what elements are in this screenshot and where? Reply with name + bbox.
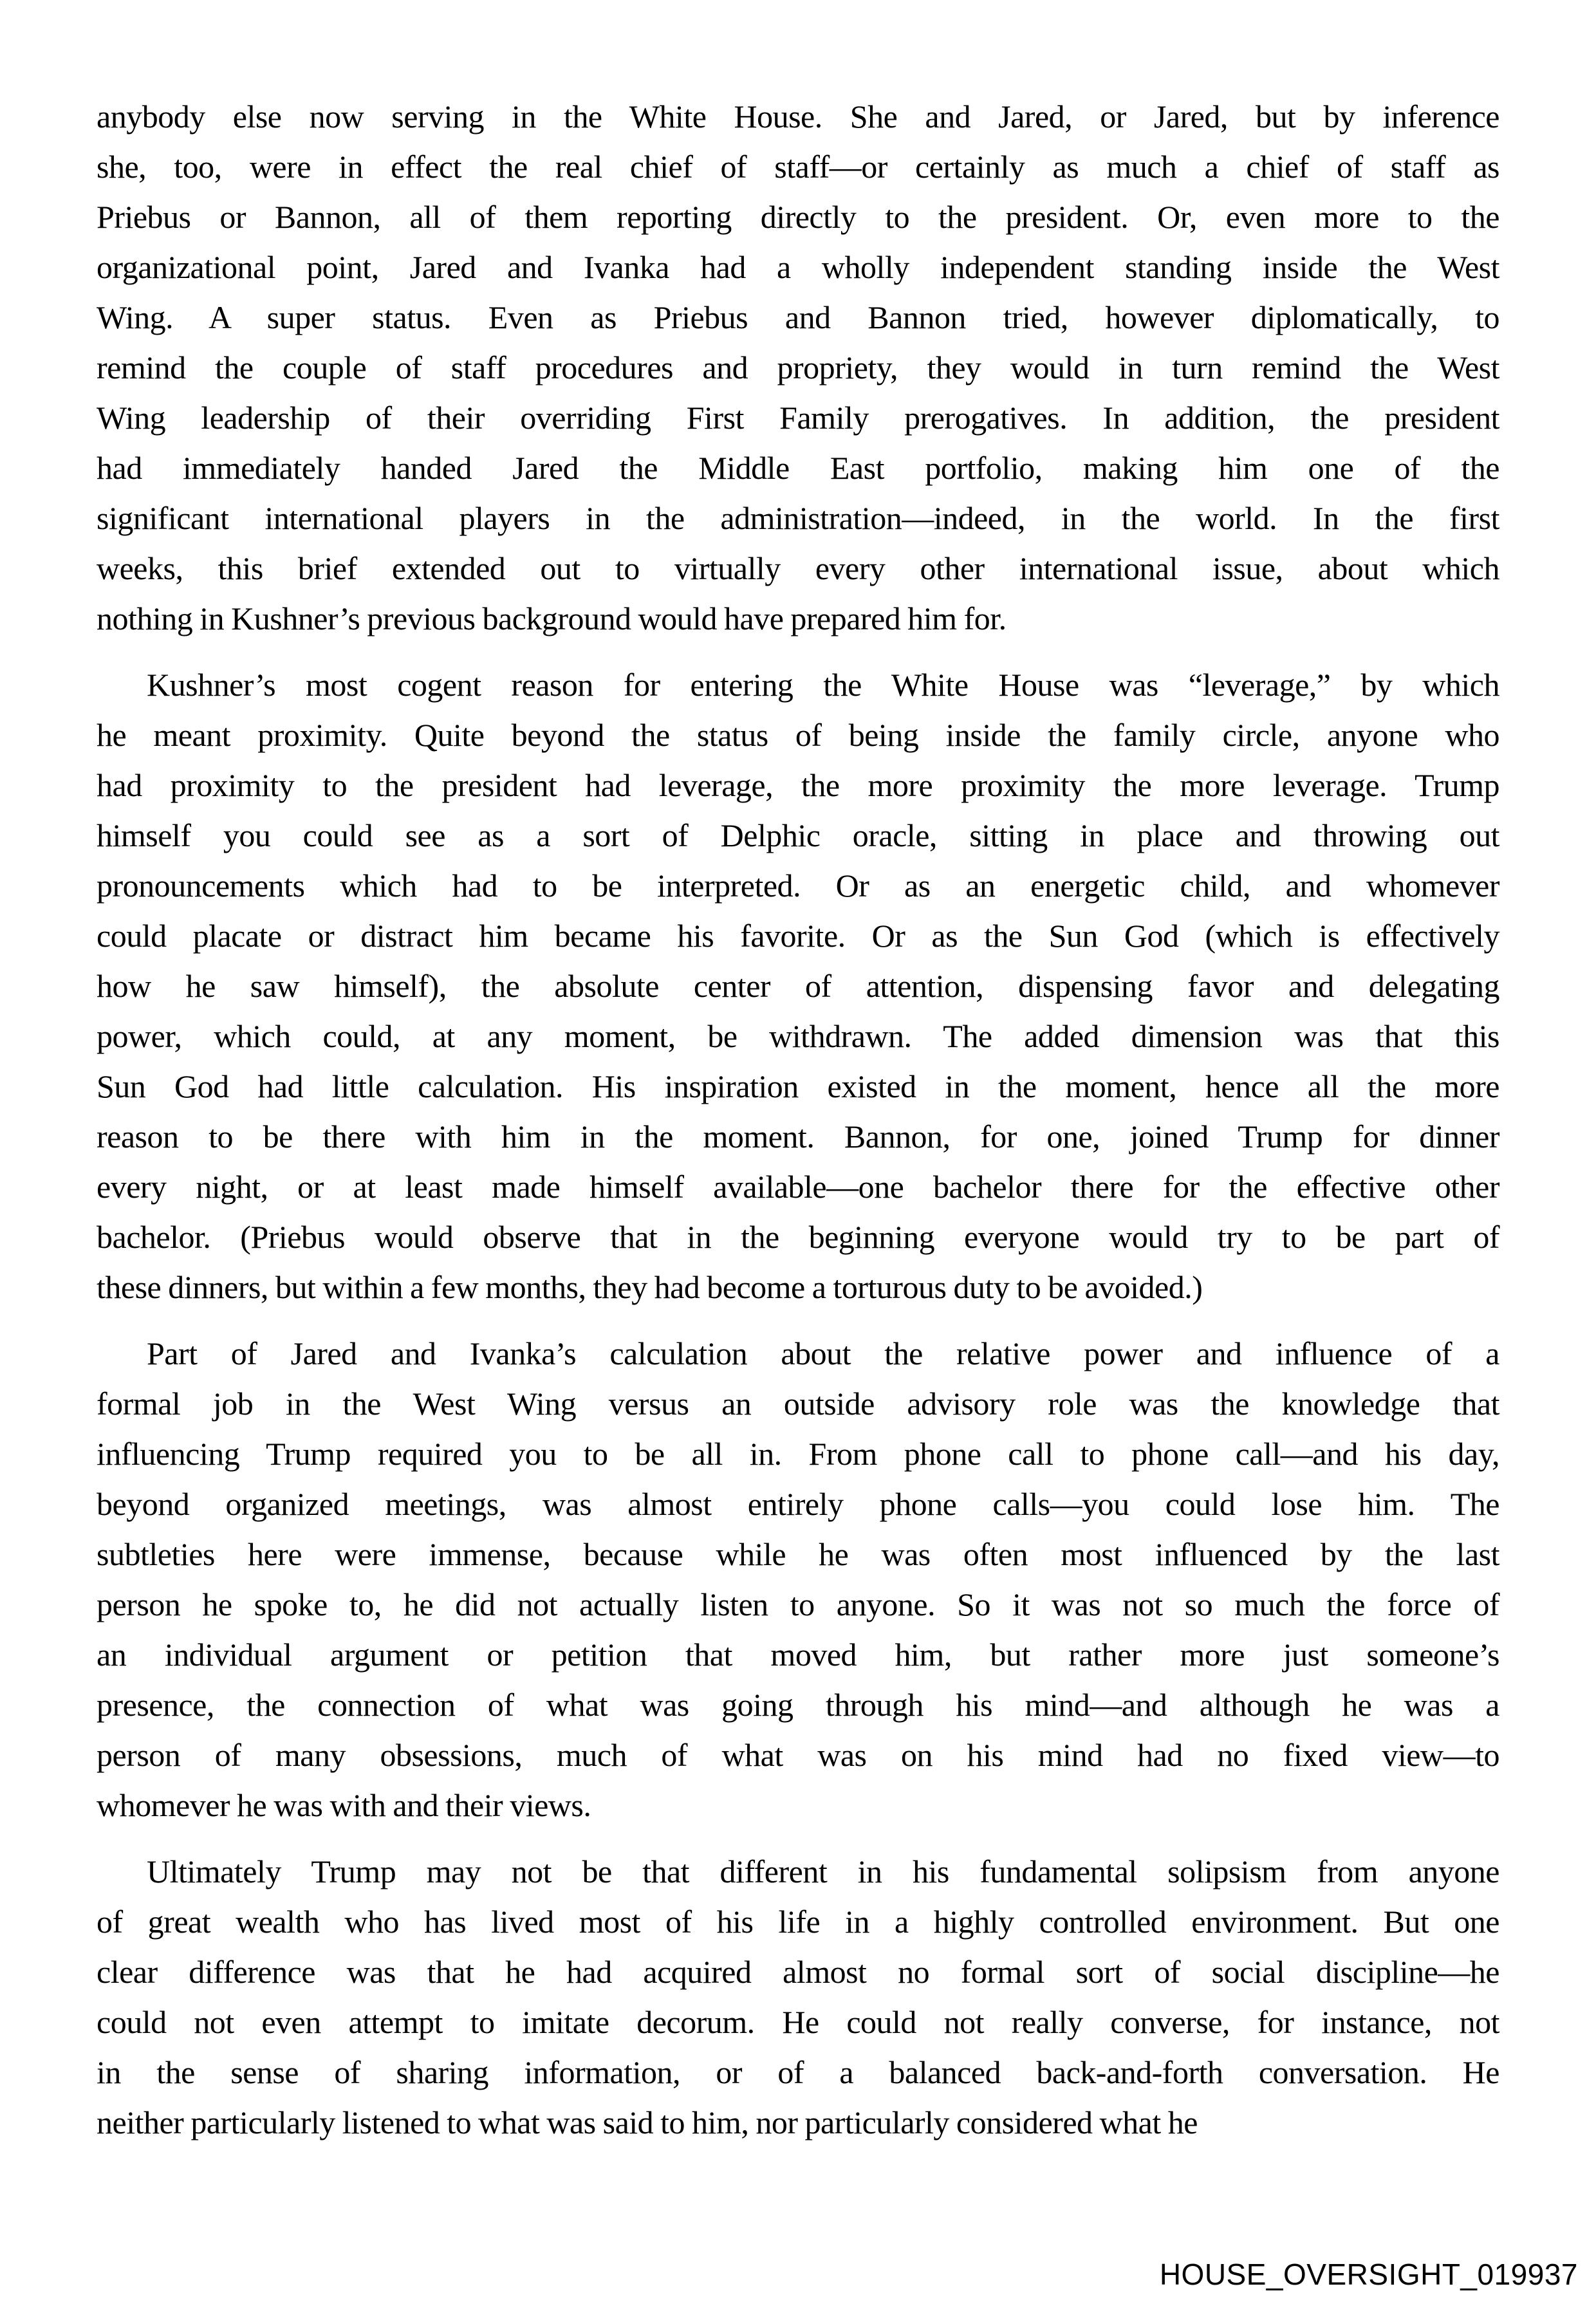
text-line: neither particularly listened to what was said to him, nor particularly considered what he (97, 2104, 1198, 2140)
paragraph (97, 91, 1499, 644)
text-line: Priebus or Bannon, all of them reporting directly to the president. Or, even more to the (97, 199, 1499, 235)
text-line: he meant proximity. Quite beyond the status of being inside the family circle, anyone who (97, 717, 1499, 753)
text-line: how he saw himself), the absolute center of attention, dispensing favor and delegating (97, 968, 1499, 1004)
text-line: reason to be there with him in the moment. Bannon, for one, joined Trump for dinner (97, 1119, 1499, 1155)
text-line: had proximity to the president had leverage, the more proximity the more leverage. Trump (97, 767, 1499, 803)
text-line: Wing leadership of their overriding First Family prerogatives. In addition, the president (97, 400, 1499, 436)
text-line: Part of Jared and Ivanka’s calculation about the relative power and influence of a (147, 1335, 1499, 1371)
text-line: Kushner’s most cogent reason for entering the White House was “leverage,” by which (147, 667, 1499, 703)
text-line: in the sense of sharing information, or of a balanced back-and-forth conversation. He (97, 2054, 1499, 2090)
text-line: organizational point, Jared and Ivanka had a wholly independent standing inside the West (97, 249, 1499, 285)
text-line: anybody else now serving in the White House. She and Jared, or Jared, but by inference (97, 98, 1499, 135)
text-line: remind the couple of staff procedures and propriety, they would in turn remind the West (97, 349, 1499, 385)
text-line: subtleties here were immense, because while he was often most influenced by the last (97, 1536, 1499, 1572)
text-line: an individual argument or petition that moved him, but rather more just someone’s (97, 1637, 1499, 1673)
text-line: could not even attempt to imitate decorum. He could not really converse, for instance, not (97, 2004, 1499, 2040)
paragraph (97, 1328, 1499, 1830)
text-line: she, too, were in effect the real chief of staff—or certainly as much a chief of staff as (97, 149, 1499, 185)
text-line: pronouncements which had to be interpreted. Or as an energetic child, and whomever (97, 868, 1499, 904)
body-text (97, 91, 1499, 2148)
text-line: could placate or distract him became his favorite. Or as the Sun God (which is effectively (97, 918, 1499, 954)
text-line: nothing in Kushner’s previous background would have prepared him for. (97, 600, 1007, 636)
bates-number: HOUSE_OVERSIGHT_019937 (1159, 2258, 1578, 2291)
text-line: formal job in the West Wing versus an outside advisory role was the knowledge that (97, 1386, 1499, 1422)
paragraph (97, 660, 1499, 1312)
text-line: these dinners, but within a few months, they had become a torturous duty to be avoided.) (97, 1269, 1203, 1305)
text-line: himself you could see as a sort of Delphic oracle, sitting in place and throwing out (97, 817, 1499, 853)
text-line: Ultimately Trump may not be that different in his fundamental solipsism from anyone (147, 1853, 1499, 1889)
text-line: presence, the connection of what was going through his mind—and although he was a (97, 1687, 1499, 1723)
text-line: person he spoke to, he did not actually listen to anyone. So it was not so much the force of (97, 1586, 1499, 1622)
text-line: clear difference was that he had acquired almost no formal sort of social discipline—he (97, 1954, 1499, 1990)
text-line: significant international players in the administration—indeed, in the world. In the first (97, 500, 1499, 536)
text-line: whomever he was with and their views. (97, 1787, 591, 1823)
text-line: weeks, this brief extended out to virtually every other international issue, about which (97, 550, 1499, 586)
text-line: every night, or at least made himself available—one bachelor there for the effective other (97, 1169, 1499, 1205)
text-line: person of many obsessions, much of what was on his mind had no fixed view—to (97, 1737, 1499, 1773)
paragraph (97, 1846, 1499, 2148)
text-line: influencing Trump required you to be all in. From phone call to phone call—and his day, (97, 1436, 1499, 1472)
text-line: had immediately handed Jared the Middle East portfolio, making him one of the (97, 450, 1499, 486)
text-line: power, which could, at any moment, be withdrawn. The added dimension was that this (97, 1018, 1499, 1054)
text-line: Sun God had little calculation. His inspiration existed in the moment, hence all the more (97, 1068, 1499, 1104)
text-line: bachelor. (Priebus would observe that in the beginning everyone would try to be part of (97, 1219, 1499, 1255)
text-line: Wing. A super status. Even as Priebus and Bannon tried, however diplomatically, to (97, 299, 1499, 335)
text-line: beyond organized meetings, was almost entirely phone calls—you could lose him. The (97, 1486, 1499, 1522)
text-line: of great wealth who has lived most of his life in a highly controlled environment. But one (97, 1904, 1499, 1940)
